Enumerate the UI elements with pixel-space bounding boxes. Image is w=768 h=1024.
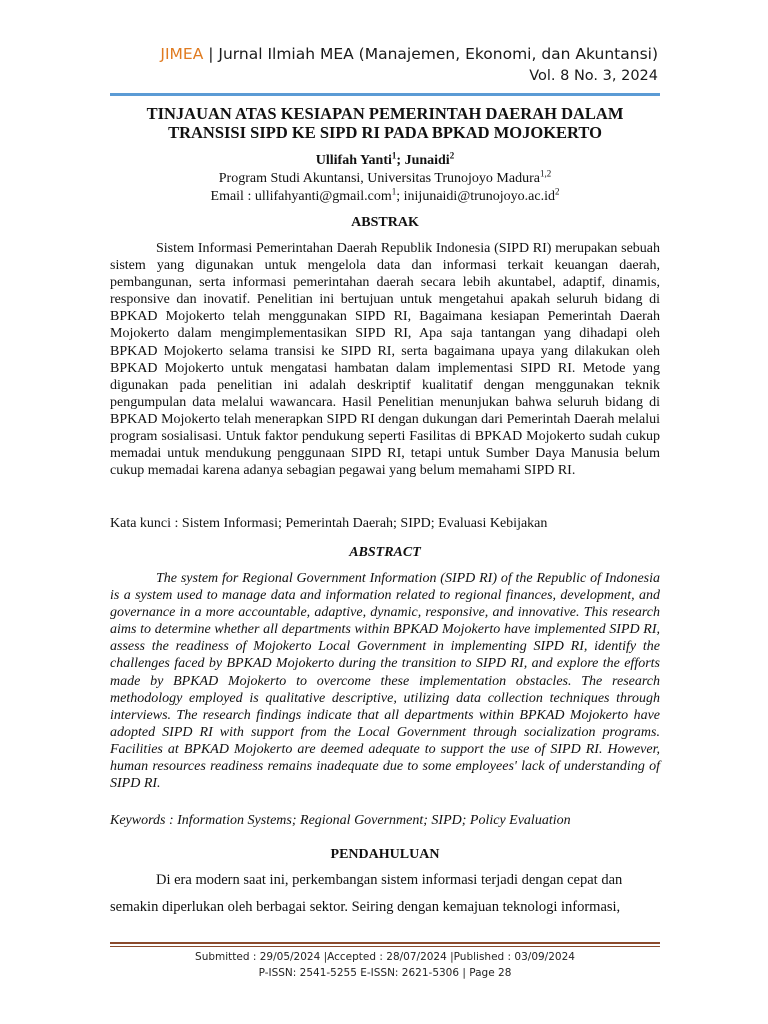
paper-title-line: TRANSISI SIPD KE SIPD RI PADA BPKAD MOJOKERTO [168,123,602,142]
author-name: Ullifah Yanti [315,153,392,168]
abstract-keywords: Keywords : Information Systems; Regional Government; SIPD; Policy Evaluation [110,813,571,828]
email-mark: 2 [554,186,560,197]
footer-dates: Submitted : 29/05/2024 |Accepted : 28/07/2024 |Published : 03/09/2024 [195,951,575,963]
abstrak-heading: ABSTRAK [351,215,419,230]
paper-affiliation [110,170,660,188]
journal-header [110,44,658,64]
paper-title-line: TINJAUAN ATAS KESIAPAN PEMERINTAH DAERAH DALAM [146,104,624,123]
author-separator: ; [396,153,405,168]
author-affiliation-mark: 1 [391,150,397,161]
paper-authors [110,152,660,170]
author-name: Junaidi [404,153,450,168]
author-affiliation-mark: 2 [449,150,455,161]
section-heading-introduction: PENDAHULUAN [330,847,440,862]
abstrak-text: Sistem Informasi Pemerintahan Daerah Republik Indonesia (SIPD RI) merupakan sebuah sistem yang digunakan untuk mengelola data dan informasi terkait keuangan daerah, pembangunan, serta informasi pemerintahan daerah secara lebih akuntabel, adaptif, dinamis, responsive dan inovatif. Penelitian ini bertujuan untuk mengetahui apakah seluruh bidang di BPKAD Mojokerto telah menggunakan SIPD RI, Bagaimana kesiapan Pemerintah Daerah Mojokerto dalam mengimplementasikan SIPD RI, Apa saja tantangan yang dihadapi oleh BPKAD Mojokerto selama transisi ke SIPD RI, serta bagaimana upaya yang dilakukan oleh BPKAD Mojokerto untuk mengatasi hambatan dalam implementasi SIPD RI. Metode yang digunakan pada penelitian ini adalah deskriptif kualitatif dengan menggunakan teknik pengumpulan data melalui wawancara. Hasil Penelitian menunjukan bahwa seluruh bidang di BPKAD Mojokerto telah menerapkan SIPD RI dengan dukungan dari Pemerintah Daerah melalui program sosialisasi. Untuk faktor pendukung seperti Fasilitas di BPKAD Mojokerto sudah cukup memadai untuk mendukung penggunaan SIPD RI, tetapi untuk Sumber Daya Manusia belum cukup memadai karena adanya sebagian pegawai yang belum memahami SIPD RI. [110,241,660,479]
footer-divider [110,942,660,944]
footer-issn-page: P-ISSN: 2541-5255 E-ISSN: 2621-5306 | Page 28 [258,967,512,979]
email-address[interactable]: ullifahyanti@gmail.com [254,189,392,204]
header-divider [110,93,660,96]
journal-name: | Jurnal Ilmiah MEA (Manajemen, Ekonomi, dan Akuntansi) [203,45,658,63]
email-label: Email : [210,189,255,204]
abstrak-keywords: Kata kunci : Sistem Informasi; Pemerintah Daerah; SIPD; Evaluasi Kebijakan [110,516,548,531]
paper-emails [110,188,660,206]
abstract-text: The system for Regional Government Information (SIPD RI) of the Republic of Indonesia is a system used to manage data and information related to regional finances, development, and governance in a more accountable, adaptive, dynamic, responsive, and innovative. This research aims to determine whether all departments within BPKAD Mojokerto have implemented SIPD RI, assess the readiness of Mojokerto Local Government in implementing SIPD RI, identify the challenges faced by BPKAD Mojokerto during the transition to SIPD RI, and explore the efforts made by BPKAD Mojokerto to overcome these implementation obstacles. The research methodology employed is qualitative descriptive, utilizing data collection techniques through interviews. The research findings indicate that all departments within BPKAD Mojokerto have adopted SIPD RI with support from the Local Government through socialization programs. Facilities at BPKAD Mojokerto are deemed adequate to support the use of SIPD RI. However, human resources readiness remains inadequate due to some employees' lack of understanding of SIPD RI. [110,571,660,792]
paper-title [110,104,660,142]
abstract-heading: ABSTRACT [349,545,421,560]
affiliation-text: Program Studi Akuntansi, Universitas Trunojoyo Madura [218,171,540,186]
email-separator: ; [396,189,404,204]
email-mark: 1 [391,186,397,197]
affiliation-mark: 1,2 [539,168,552,179]
journal-acronym: JIMEA [160,45,204,63]
body-text-line: Di era modern saat ini, perkembangan sistem informasi terjadi dengan cepat dan [156,872,623,888]
email-address[interactable]: inijunaidi@trunojoyo.ac.id [403,189,555,204]
body-text-line: semakin diperlukan oleh berbagai sektor. Seiring dengan kemajuan teknologi informasi, [110,899,621,915]
journal-volume: Vol. 8 No. 3, 2024 [529,68,658,84]
footer-divider [110,946,660,947]
